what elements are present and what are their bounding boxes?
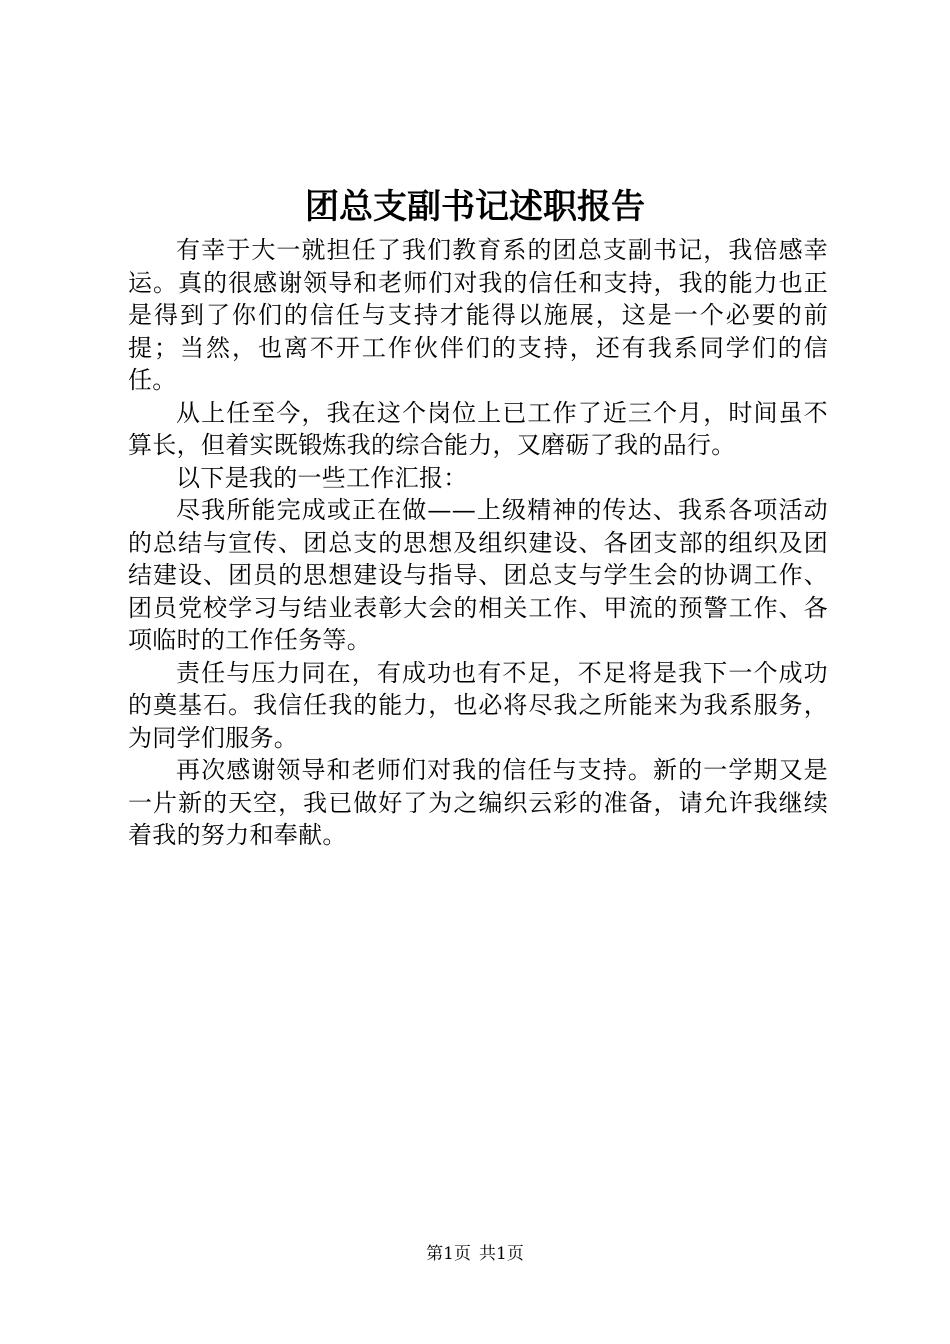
paragraph-4: 尽我所能完成或正在做——上级精神的传达、我系各项活动的总结与宣传、团总支的思想及组织建设、各团支部的组织及团结建设、团员的思想建设与指导、团总支与学生会的协调工作、团员党校学习与结业表彰大会的相关工作、甲流的预警工作、各项临时的工作任务等。 xyxy=(128,496,828,654)
document-body xyxy=(128,234,828,852)
paragraph-5: 责任与压力同在，有成功也有不足，不足将是我下一个成功的奠基石。我信任我的能力，也必将尽我之所能来为我系服务，为同学们服务。 xyxy=(128,658,828,752)
page-footer xyxy=(0,1242,950,1266)
paragraph-6: 再次感谢领导和老师们对我的信任与支持。新的一学期又是一片新的天空，我已做好了为之编织云彩的准备，请允许我继续着我的努力和奉献。 xyxy=(128,756,828,849)
paragraph-1: 有幸于大一就担任了我们教育系的团总支副书记，我倍感幸运。真的很感谢领导和老师们对我的信任和支持，我的能力也正是得到了你们的信任与支持才能得以施展，这是一个必要的前提；当然，也离不开工作伙伴们的支持，还有我系同学们的信任。 xyxy=(128,236,828,394)
paragraph-3: 以下是我的一些工作汇报： xyxy=(176,463,468,492)
page-number-current: 第1页 xyxy=(426,1244,471,1264)
paragraph-2: 从上任至今，我在这个岗位上已工作了近三个月，时间虽不算长，但着实既锻炼我的综合能力，又磨砺了我的品行。 xyxy=(128,398,828,459)
page-number-total: 共1页 xyxy=(479,1244,524,1264)
document-title: 团总支副书记述职报告 xyxy=(305,187,645,227)
